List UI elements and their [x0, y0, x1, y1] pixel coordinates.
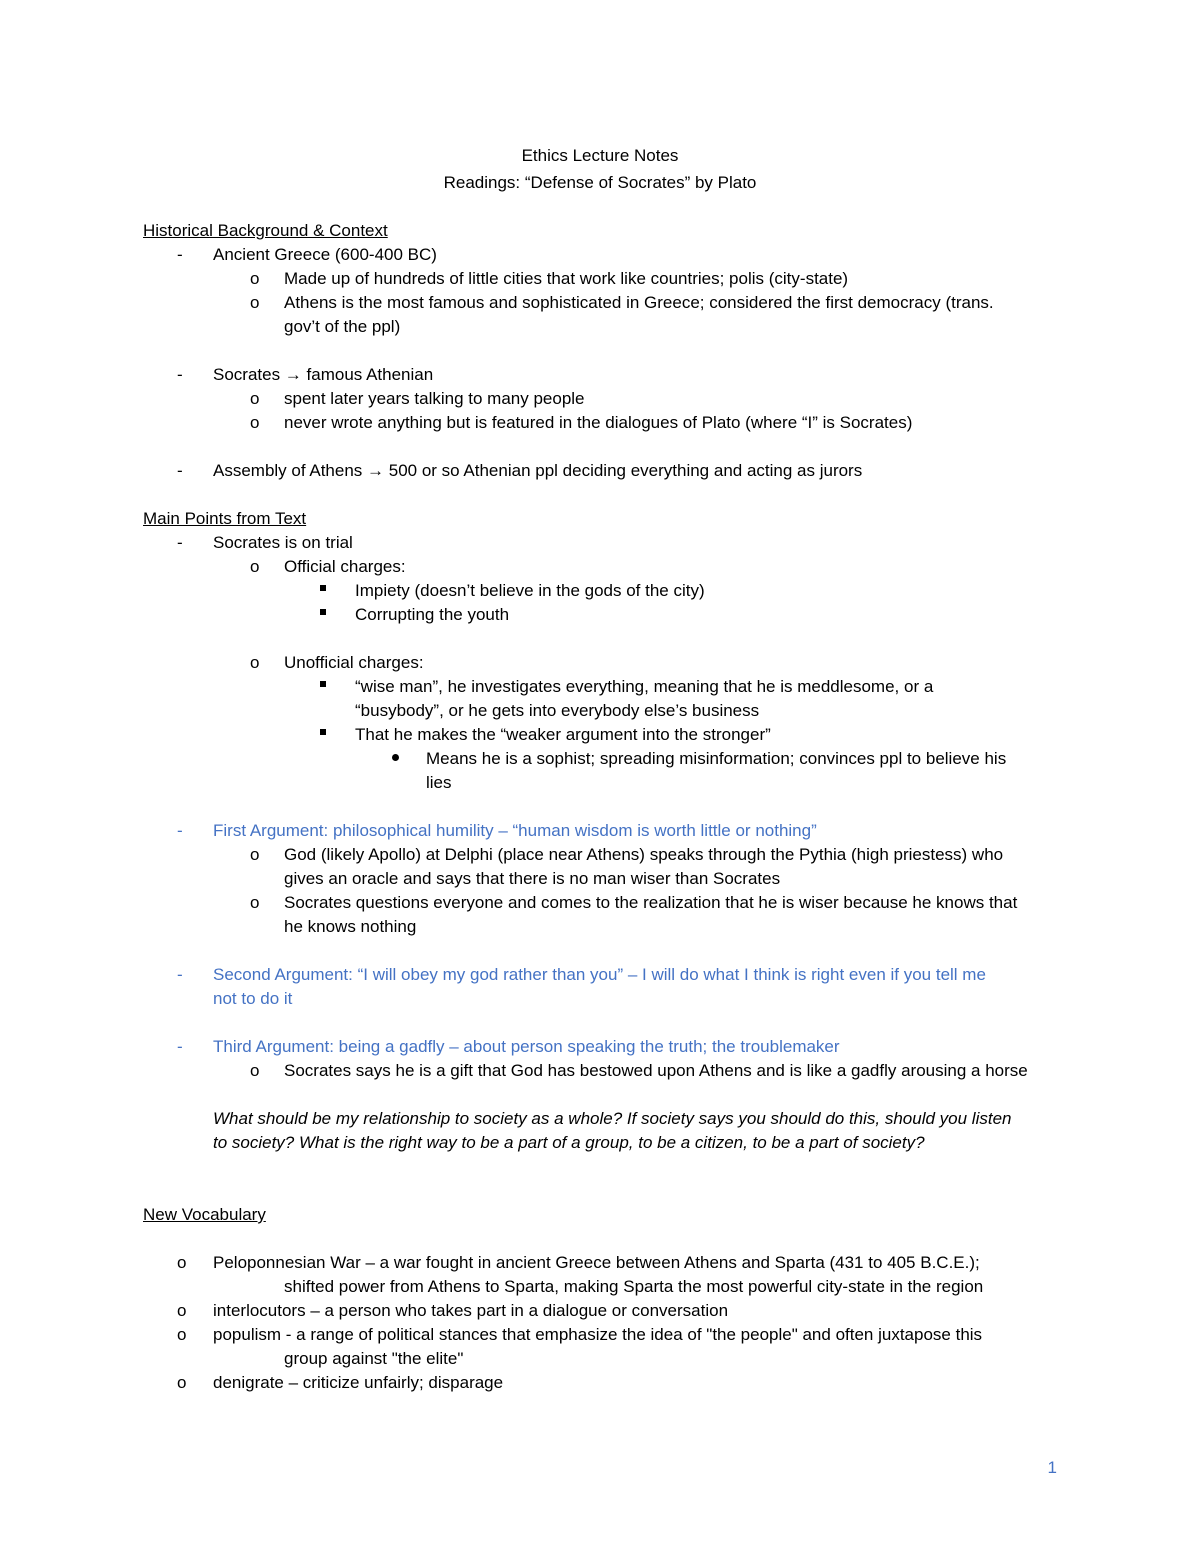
list-item-continuation: gov’t of the ppl) — [284, 317, 401, 336]
list-item-continuation: gives an oracle and says that there is no man wiser than Socrates — [284, 869, 781, 888]
circle-bullet: o — [250, 653, 260, 672]
argument-heading: First Argument: philosophical humility – “human wisdom is worth little or nothing” — [213, 821, 817, 840]
list-item-continuation: he knows nothing — [284, 917, 417, 936]
dash-bullet: - — [177, 965, 183, 984]
dash-bullet: - — [177, 533, 183, 552]
reflection-question: What should be my relationship to society as a whole? If society says you should do this, should you listen — [213, 1109, 1012, 1128]
circle-bullet: o — [177, 1373, 187, 1392]
list-item: That he makes the “weaker argument into the stronger” — [355, 725, 771, 744]
square-bullet-icon — [320, 729, 326, 735]
page-number: 1 — [1047, 1458, 1057, 1477]
dash-bullet: - — [177, 461, 183, 480]
list-item: never wrote anything but is featured in the dialogues of Plato (where “I” is Socrates) — [284, 413, 913, 432]
circle-bullet: o — [177, 1325, 187, 1344]
list-item: Corrupting the youth — [355, 605, 510, 624]
list-item: spent later years talking to many people — [284, 389, 585, 408]
circle-bullet: o — [250, 413, 260, 432]
list-item: Athens is the most famous and sophisticated in Greece; considered the first democracy (trans. — [284, 293, 994, 312]
argument-heading: Second Argument: “I will obey my god rather than you” – I will do what I think is right even if you tell me — [213, 965, 986, 984]
circle-bullet: o — [250, 389, 260, 408]
vocab-item: populism - a range of political stances that emphasize the idea of "the people" and often juxtapose this — [213, 1325, 983, 1344]
section-heading-vocabulary: New Vocabulary — [143, 1205, 266, 1224]
list-item: Made up of hundreds of little cities that work like countries; polis (city-state) — [284, 269, 849, 288]
vocab-item: interlocutors – a person who takes part in a dialogue or conversation — [213, 1301, 729, 1320]
list-item: Means he is a sophist; spreading misinformation; convinces ppl to believe his — [426, 749, 1007, 768]
square-bullet-icon — [320, 609, 326, 615]
list-item: Socrates → famous Athenian — [213, 365, 434, 384]
circle-bullet: o — [250, 845, 260, 864]
dash-bullet: - — [177, 365, 183, 384]
square-bullet-icon — [320, 681, 326, 687]
circle-bullet: o — [250, 893, 260, 912]
list-item: Socrates is on trial — [213, 533, 353, 552]
list-item: Ancient Greece (600-400 BC) — [213, 245, 437, 264]
vocab-item-continuation: group against "the elite" — [284, 1349, 464, 1368]
document-subtitle: Readings: “Defense of Socrates” by Plato — [443, 173, 757, 192]
list-item: “wise man”, he investigates everything, meaning that he is meddlesome, or a — [355, 677, 934, 696]
dash-bullet: - — [177, 1037, 183, 1056]
section-heading-main-points: Main Points from Text — [143, 509, 307, 528]
list-item-continuation: “busybody”, or he gets into everybody else’s business — [355, 701, 760, 720]
vocab-item-continuation: shifted power from Athens to Sparta, making Sparta the most powerful city-state in the region — [284, 1277, 984, 1296]
circle-bullet: o — [250, 1061, 260, 1080]
circle-bullet: o — [250, 269, 260, 288]
document-title: Ethics Lecture Notes — [521, 146, 679, 165]
reflection-question-continuation: to society? What is the right way to be a part of a group, to be a citizen, to be a part of society? — [213, 1133, 925, 1152]
section-heading-historical: Historical Background & Context — [143, 221, 388, 240]
list-item: Unofficial charges: — [284, 653, 424, 672]
list-item: Assembly of Athens → 500 or so Athenian ppl deciding everything and acting as jurors — [213, 461, 863, 480]
vocab-item: denigrate – criticize unfairly; disparage — [213, 1373, 504, 1392]
square-bullet-icon — [320, 585, 326, 591]
list-item: God (likely Apollo) at Delphi (place near Athens) speaks through the Pythia (high priestess) who — [284, 845, 1004, 864]
list-item: Socrates questions everyone and comes to the realization that he is wiser because he knows that — [284, 893, 1018, 912]
list-item: Impiety (doesn’t believe in the gods of the city) — [355, 581, 705, 600]
list-item: Socrates says he is a gift that God has bestowed upon Athens and is like a gadfly arousing a horse — [284, 1061, 1028, 1080]
argument-heading: Third Argument: being a gadfly – about person speaking the truth; the troublemaker — [213, 1037, 840, 1056]
circle-bullet: o — [177, 1301, 187, 1320]
round-bullet-icon — [392, 754, 399, 761]
argument-heading-continuation: not to do it — [213, 989, 293, 1008]
list-item-continuation: lies — [426, 773, 452, 792]
circle-bullet: o — [177, 1253, 187, 1272]
vocab-item: Peloponnesian War – a war fought in ancient Greece between Athens and Sparta (431 to 405 B.C.E.); — [213, 1253, 980, 1272]
dash-bullet: - — [177, 821, 183, 840]
dash-bullet: - — [177, 245, 183, 264]
circle-bullet: o — [250, 557, 260, 576]
circle-bullet: o — [250, 293, 260, 312]
list-item: Official charges: — [284, 557, 406, 576]
